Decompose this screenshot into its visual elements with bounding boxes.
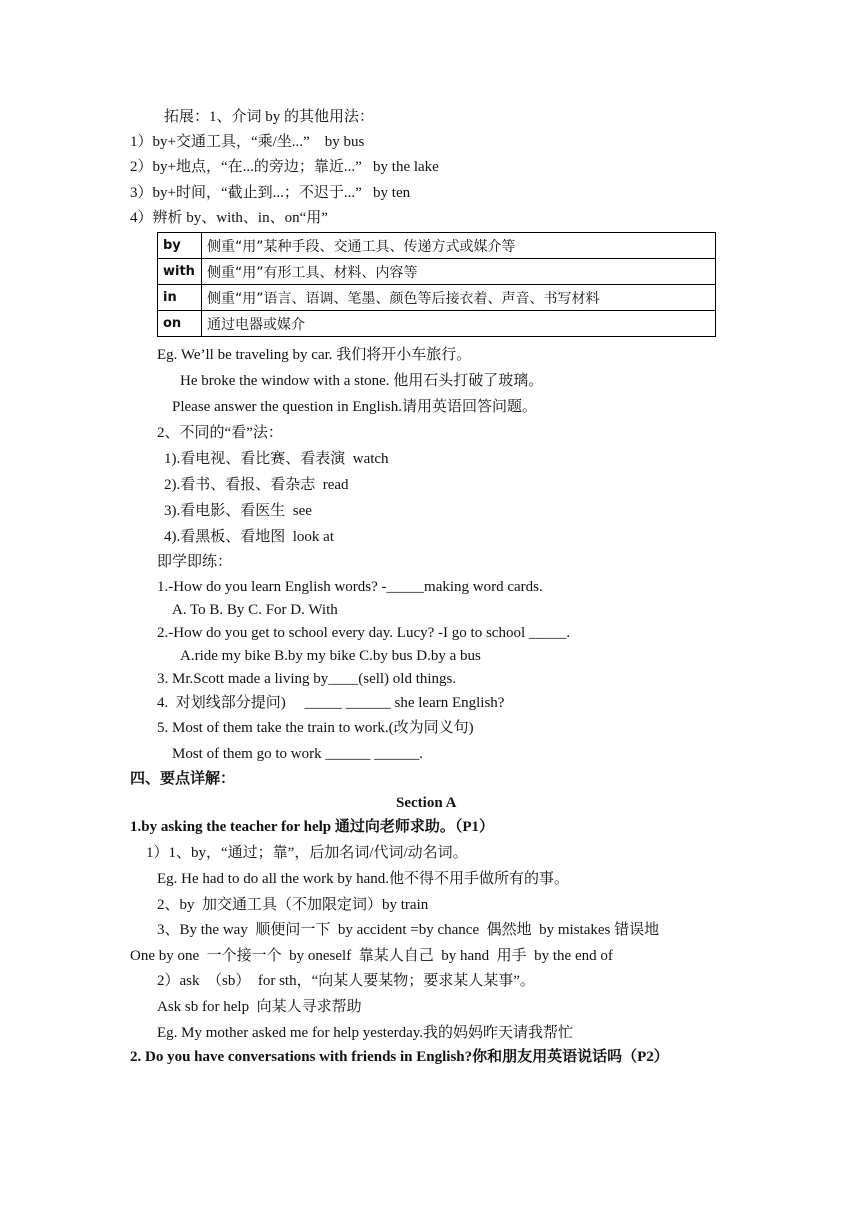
table-row (158, 311, 716, 337)
text-line: One by one 一个接一个 by oneself 靠某人自己 by hand 用手 by the end of (130, 948, 613, 964)
table-row (158, 285, 716, 311)
section-heading: 四、要点详解： (130, 771, 236, 787)
table-cell-desc: 通过电器或媒介 (202, 311, 716, 337)
table-cell-key: on (158, 311, 202, 337)
comparison-table (157, 232, 716, 337)
key-point-heading: 2. Do you have conversations with friends in English?你和朋友用英语说话吗（P2） (130, 1049, 669, 1065)
text-line: 1）by+交通工具，“乘/坐...” by bus (130, 134, 365, 150)
text-line: He broke the window with a stone. 他用石头打破了玻璃。 (180, 373, 544, 389)
text-line: 3、By the way 顺便问一下 by accident =by chance 偶然地 by mistakes 错误地 (157, 922, 660, 938)
text-line: 2).看书、看报、看杂志 read (164, 477, 349, 493)
key-point-heading: 1.by asking the teacher for help 通过向老师求助。（P1） (130, 819, 495, 835)
table-row (158, 259, 716, 285)
text-line: 1）1、by，“通过；靠”，后加名词/代词/动名词。 (146, 845, 468, 861)
exercise-item: 4. 对划线部分提问) _____ ______ she learn English? (157, 695, 505, 711)
text-line: 2、by 加交通工具（不加限定词）by train (157, 897, 429, 913)
extension-heading: 拓展：1、介词 by 的其他用法： (164, 109, 375, 125)
table-cell-key: by (158, 233, 202, 259)
text-line: 3）by+时间，“截止到...；不迟于...” by ten (130, 185, 411, 201)
text-line: 2）by+地点，“在...的旁边；靠近...” by the lake (130, 159, 439, 175)
table-cell-key: with (158, 259, 202, 285)
text-line: 3).看电影、看医生 see (164, 503, 312, 519)
table-cell-desc: 侧重“用”有形工具、材料、内容等 (202, 259, 716, 285)
text-line: 4）辨析 by、with、in、on“用” (130, 210, 328, 226)
text-line: 2、不同的“看”法： (157, 425, 283, 441)
exercise-options: A. To B. By C. For D. With (172, 602, 338, 618)
exercise-item: 3. Mr.Scott made a living by____(sell) old things. (157, 671, 457, 687)
table-cell-desc: 侧重“用”语言、语调、笔墨、颜色等后接衣着、声音、书写材料 (202, 285, 716, 311)
text-line: Eg. My mother asked me for help yesterday.我的妈妈昨天请我帮忙 (157, 1025, 574, 1041)
text-line: Eg. We’ll be traveling by car. 我们将开小车旅行。 (157, 347, 472, 363)
text-line: Ask sb for help 向某人寻求帮助 (157, 999, 362, 1015)
exercise-item: 5. Most of them take the train to work.(改为同义句) (157, 720, 474, 736)
text-line: Please answer the question in English.请用英语回答问题。 (172, 399, 537, 415)
exercise-item: 2.-How do you get to school every day. Lucy? -I go to school _____. (157, 625, 571, 641)
table-cell-desc: 侧重“用”某种手段、交通工具、传递方式或媒介等 (202, 233, 716, 259)
text-line: 1).看电视、看比赛、看表演 watch (164, 451, 389, 467)
text-line: 4).看黑板、看地图 look at (164, 529, 334, 545)
exercise-item: Most of them go to work ______ ______. (172, 746, 423, 762)
table-cell-key: in (158, 285, 202, 311)
text-line: 2）ask （sb） for sth，“向某人要某物；要求某人某事”。 (157, 973, 535, 989)
exercise-item: 1.-How do you learn English words? -_____making word cards. (157, 579, 543, 595)
text-line: Eg. He had to do all the work by hand.他不得不用手做所有的事。 (157, 871, 570, 887)
section-title: Section A (396, 795, 457, 811)
exercise-options: A.ride my bike B.by my bike C.by bus D.by a bus (180, 648, 481, 664)
table-row (158, 233, 716, 259)
text-line: 即学即练： (157, 554, 233, 570)
